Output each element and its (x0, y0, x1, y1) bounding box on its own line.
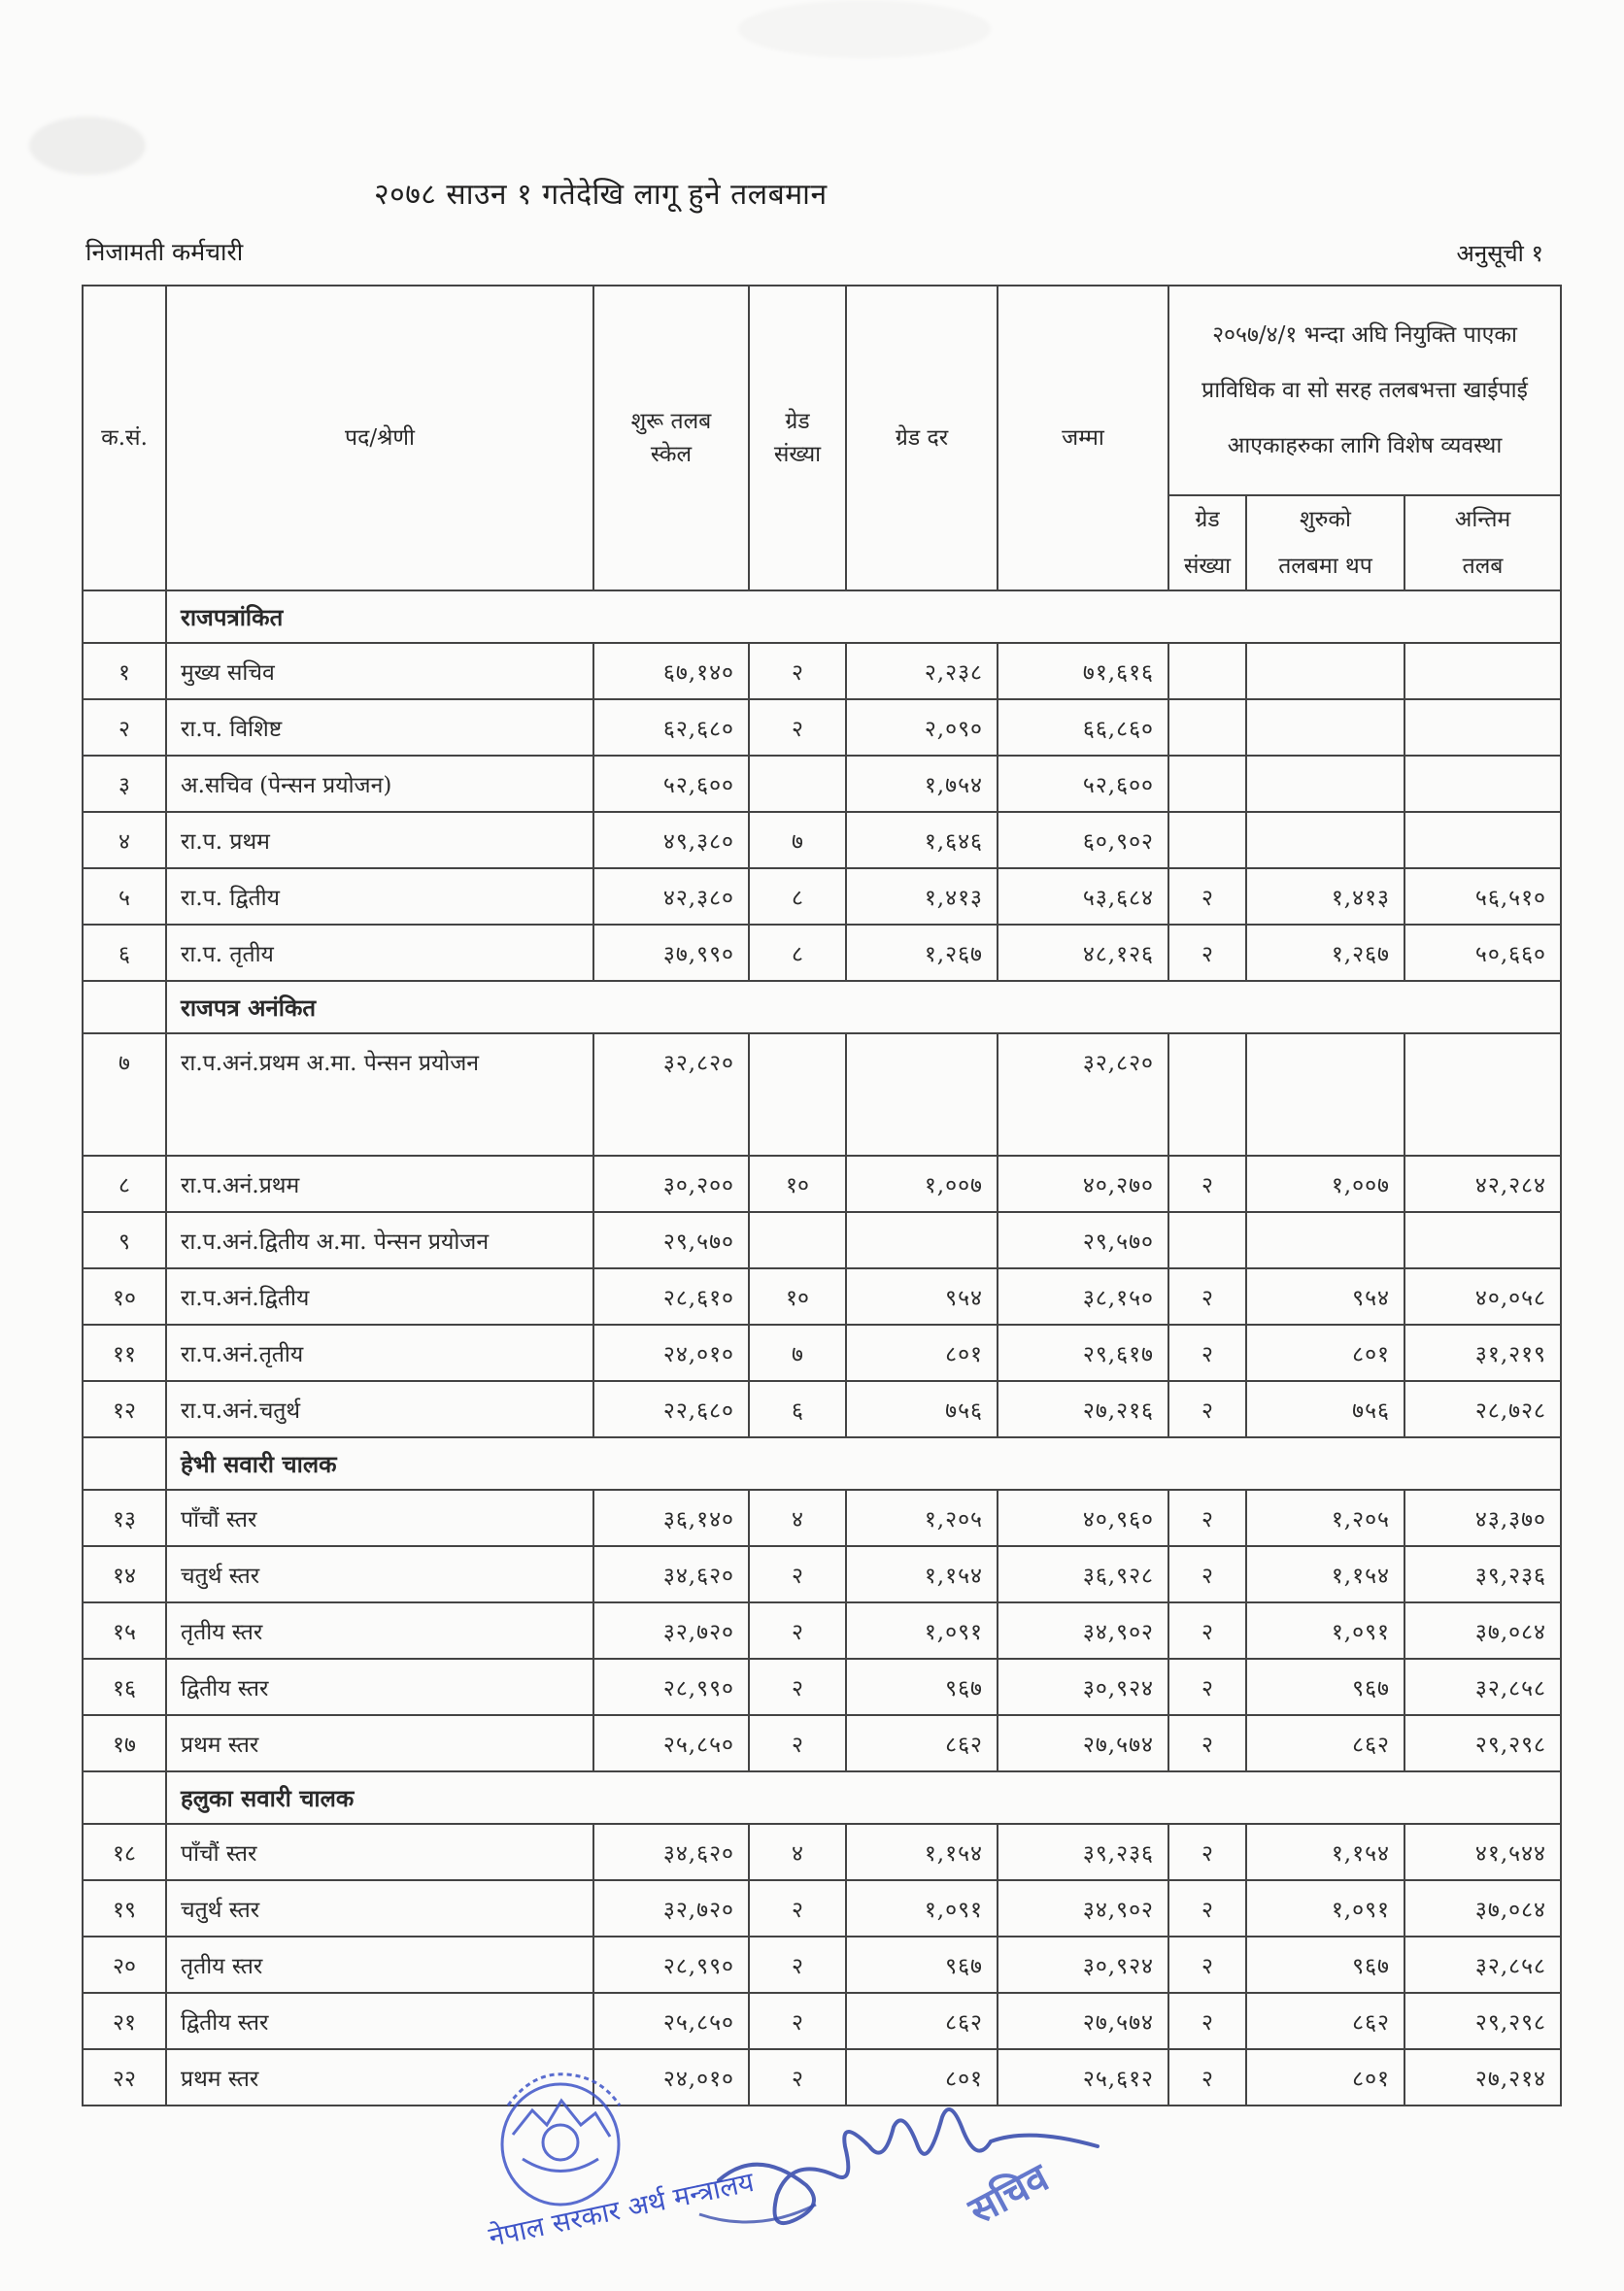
document-title: २०७८ साउन १ गतेदेखि लागू हुने तलबमान (374, 178, 828, 212)
special-addition-cell: १,००७ (1246, 1156, 1404, 1212)
post-cell: तृतीय स्तर (166, 1937, 593, 1993)
header-special-addition: शुरुको तलबमा थप (1246, 495, 1404, 590)
header-special-final: अन्तिम तलब (1404, 495, 1561, 590)
special-grade-count-cell (1168, 756, 1246, 812)
table-row (83, 1602, 1561, 1659)
special-grade-count-cell: २ (1168, 1268, 1246, 1325)
post-cell: रा.प. विशिष्ट (166, 699, 593, 756)
grade-count-cell: २ (749, 1880, 846, 1937)
table-row (83, 1268, 1561, 1325)
table-row (83, 1156, 1561, 1212)
serial-cell: १७ (83, 1715, 166, 1771)
serial-cell: ९ (83, 1212, 166, 1268)
grade-count-cell: १० (749, 1156, 846, 1212)
table-row (83, 1381, 1561, 1437)
table-row (83, 1490, 1561, 1546)
start-scale-cell: ३४,६२० (593, 1824, 749, 1880)
grade-count-cell: ७ (749, 1325, 846, 1381)
special-addition-cell: ७५६ (1246, 1381, 1404, 1437)
total-cell: ५२,६०० (998, 756, 1168, 812)
serial-cell: ११ (83, 1325, 166, 1381)
start-scale-cell: ३४,६२० (593, 1546, 749, 1602)
special-addition-cell: ८०१ (1246, 1325, 1404, 1381)
total-cell: ३०,९२४ (998, 1659, 1168, 1715)
special-addition-cell (1246, 812, 1404, 868)
serial-cell: १६ (83, 1659, 166, 1715)
start-scale-cell: २२,६८० (593, 1381, 749, 1437)
post-cell: प्रथम स्तर (166, 2049, 593, 2106)
grade-rate-cell: १,६४६ (846, 812, 998, 868)
special-grade-count-cell: २ (1168, 1602, 1246, 1659)
total-cell: २९,५७० (998, 1212, 1168, 1268)
grade-rate-cell: १,००७ (846, 1156, 998, 1212)
section-serial-cell (83, 590, 166, 643)
section-row (83, 981, 1561, 1033)
grade-rate-cell: १,२०५ (846, 1490, 998, 1546)
total-cell: ३२,८२० (998, 1033, 1168, 1156)
section-serial-cell (83, 1771, 166, 1824)
grade-rate-cell: ७५६ (846, 1381, 998, 1437)
grade-rate-cell: ८०१ (846, 2049, 998, 2106)
special-grade-count-cell (1168, 1033, 1246, 1156)
grade-rate-cell: ९५४ (846, 1268, 998, 1325)
start-scale-cell: २५,८५० (593, 1715, 749, 1771)
post-cell: रा.प. द्वितीय (166, 868, 593, 925)
stamp-text: नेपाल सरकार अर्थ मन्त्रालय (486, 2165, 758, 2254)
header-post: पद/श्रेणी (166, 286, 593, 590)
special-addition-cell: १,१५४ (1246, 1546, 1404, 1602)
grade-rate-cell: १,७५४ (846, 756, 998, 812)
special-final-cell (1404, 756, 1561, 812)
total-cell: २७,२१६ (998, 1381, 1168, 1437)
special-grade-count-cell: २ (1168, 1993, 1246, 2049)
category-heading: निजामती कर्मचारी (85, 238, 244, 266)
total-cell: ३४,९०२ (998, 1880, 1168, 1937)
special-addition-cell: १,२६७ (1246, 925, 1404, 981)
special-final-cell: ३१,२१९ (1404, 1325, 1561, 1381)
total-cell: ४८,१२६ (998, 925, 1168, 981)
table-row (83, 1824, 1561, 1880)
serial-cell: १९ (83, 1880, 166, 1937)
grade-rate-cell (846, 1212, 998, 1268)
section-serial-cell (83, 981, 166, 1033)
table-row (83, 1937, 1561, 1993)
special-addition-cell (1246, 756, 1404, 812)
table-row (83, 643, 1561, 699)
special-addition-cell: ९५४ (1246, 1268, 1404, 1325)
total-cell: २९,६१७ (998, 1325, 1168, 1381)
grade-count-cell (749, 1212, 846, 1268)
total-cell: ३८,१५० (998, 1268, 1168, 1325)
header-grade-rate: ग्रेड दर (846, 286, 998, 590)
total-cell: २७,५७४ (998, 1715, 1168, 1771)
special-addition-cell: १,०९१ (1246, 1880, 1404, 1937)
grade-count-cell: १० (749, 1268, 846, 1325)
total-cell: २५,६१२ (998, 2049, 1168, 2106)
grade-count-cell: २ (749, 1993, 846, 2049)
grade-rate-cell: २,०९० (846, 699, 998, 756)
post-cell: रा.प.अनं.प्रथम (166, 1156, 593, 1212)
grade-count-cell: ८ (749, 868, 846, 925)
start-scale-cell: २८,९९० (593, 1937, 749, 1993)
header-start-scale: शुरू तलब स्केल (593, 286, 749, 590)
special-addition-cell: १,२०५ (1246, 1490, 1404, 1546)
table-row (83, 868, 1561, 925)
section-label: राजपत्रांकित (166, 590, 1561, 643)
grade-count-cell: ६ (749, 1381, 846, 1437)
section-row (83, 1437, 1561, 1490)
grade-rate-cell: १,१५४ (846, 1824, 998, 1880)
total-cell: ६६,८६० (998, 699, 1168, 756)
start-scale-cell: ३०,२०० (593, 1156, 749, 1212)
grade-count-cell: २ (749, 699, 846, 756)
total-cell: ३६,९२८ (998, 1546, 1168, 1602)
special-final-cell: ४०,०५८ (1404, 1268, 1561, 1325)
grade-count-cell: २ (749, 1659, 846, 1715)
serial-cell: १८ (83, 1824, 166, 1880)
scan-smudge (29, 117, 146, 175)
special-addition-cell: १,४१३ (1246, 868, 1404, 925)
section-row (83, 1771, 1561, 1824)
special-grade-count-cell (1168, 812, 1246, 868)
grade-count-cell: २ (749, 1937, 846, 1993)
post-cell: रा.प.अनं.द्वितीय (166, 1268, 593, 1325)
section-label: हलुका सवारी चालक (166, 1771, 1561, 1824)
post-cell: रा.प.अनं.तृतीय (166, 1325, 593, 1381)
special-final-cell: ३९,२३६ (1404, 1546, 1561, 1602)
special-addition-cell (1246, 1033, 1404, 1156)
special-addition-cell (1246, 699, 1404, 756)
special-final-cell: २९,२९८ (1404, 1715, 1561, 1771)
total-cell: ३९,२३६ (998, 1824, 1168, 1880)
start-scale-cell: २४,०१० (593, 1325, 749, 1381)
grade-count-cell: २ (749, 1602, 846, 1659)
special-addition-cell: ८०१ (1246, 2049, 1404, 2106)
special-final-cell: २७,२१४ (1404, 2049, 1561, 2106)
post-cell: रा.प. तृतीय (166, 925, 593, 981)
special-grade-count-cell: २ (1168, 1490, 1246, 1546)
special-final-cell (1404, 1033, 1561, 1156)
grade-rate-cell: १,१५४ (846, 1546, 998, 1602)
total-cell: ४०,९६० (998, 1490, 1168, 1546)
start-scale-cell: २९,५७० (593, 1212, 749, 1268)
total-cell: ४०,२७० (998, 1156, 1168, 1212)
serial-cell: १ (83, 643, 166, 699)
grade-rate-cell: ८६२ (846, 1715, 998, 1771)
special-final-cell: ४२,२८४ (1404, 1156, 1561, 1212)
special-grade-count-cell: २ (1168, 1381, 1246, 1437)
serial-cell: २ (83, 699, 166, 756)
total-cell: ७१,६१६ (998, 643, 1168, 699)
grade-rate-cell: ९६७ (846, 1659, 998, 1715)
table-row (83, 1880, 1561, 1937)
scan-smudge (738, 0, 991, 58)
special-final-cell (1404, 812, 1561, 868)
serial-cell: ५ (83, 868, 166, 925)
special-addition-cell: १,०९१ (1246, 1602, 1404, 1659)
header-special-grade-count: ग्रेड संख्या (1168, 495, 1246, 590)
table-row (83, 812, 1561, 868)
special-addition-cell: ९६७ (1246, 1937, 1404, 1993)
post-cell: रा.प.अनं.द्वितीय अ.मा. पेन्सन प्रयोजन (166, 1212, 593, 1268)
special-grade-count-cell (1168, 1212, 1246, 1268)
special-grade-count-cell: २ (1168, 1715, 1246, 1771)
table-row (83, 1659, 1561, 1715)
table-row (83, 1033, 1561, 1156)
serial-cell: ६ (83, 925, 166, 981)
serial-cell: २० (83, 1937, 166, 1993)
grade-rate-cell: १,०९१ (846, 1880, 998, 1937)
start-scale-cell: २८,६१० (593, 1268, 749, 1325)
special-grade-count-cell: २ (1168, 925, 1246, 981)
special-addition-cell: ९६७ (1246, 1659, 1404, 1715)
section-label: हेभी सवारी चालक (166, 1437, 1561, 1490)
section-serial-cell (83, 1437, 166, 1490)
special-final-cell (1404, 699, 1561, 756)
grade-rate-cell: ९६७ (846, 1937, 998, 1993)
table-row (83, 756, 1561, 812)
post-cell: चतुर्थ स्तर (166, 1546, 593, 1602)
start-scale-cell: २४,०१० (593, 2049, 749, 2106)
serial-cell: १३ (83, 1490, 166, 1546)
special-grade-count-cell: २ (1168, 2049, 1246, 2106)
grade-count-cell: ४ (749, 1824, 846, 1880)
serial-cell: ४ (83, 812, 166, 868)
serial-cell: ८ (83, 1156, 166, 1212)
grade-count-cell: ७ (749, 812, 846, 868)
serial-cell: २१ (83, 1993, 166, 2049)
start-scale-cell: ६७,१४० (593, 643, 749, 699)
header-total: जम्मा (998, 286, 1168, 590)
schedule-label: अनुसूची १ (1456, 240, 1543, 267)
post-cell: रा.प.अनं.प्रथम अ.मा. पेन्सन प्रयोजन (166, 1033, 593, 1156)
table-row (83, 1715, 1561, 1771)
table-row (83, 1546, 1561, 1602)
start-scale-cell: ३२,८२० (593, 1033, 749, 1156)
handwritten-signature (699, 2088, 1107, 2253)
header-special-arrangement: २०५७/४/१ भन्दा अघि नियुक्ति पाएका प्राविधिक वा सो सरह तलबभत्ता खाईपाई आएकाहरुका लागि विशेष व्यवस्था (1168, 286, 1561, 495)
grade-count-cell: २ (749, 643, 846, 699)
grade-rate-cell: ८०१ (846, 1325, 998, 1381)
start-scale-cell: ३२,७२० (593, 1880, 749, 1937)
special-final-cell: ३७,०८४ (1404, 1880, 1561, 1937)
post-cell: रा.प.अनं.चतुर्थ (166, 1381, 593, 1437)
grade-count-cell: ८ (749, 925, 846, 981)
grade-rate-cell: १,२६७ (846, 925, 998, 981)
total-cell: ५३,६८४ (998, 868, 1168, 925)
table-row (83, 1325, 1561, 1381)
special-final-cell: २९,२९८ (1404, 1993, 1561, 2049)
header-grade-count: ग्रेड संख्या (749, 286, 846, 590)
special-addition-cell (1246, 1212, 1404, 1268)
start-scale-cell: ३६,१४० (593, 1490, 749, 1546)
serial-cell: २२ (83, 2049, 166, 2106)
special-final-cell: ४१,५४४ (1404, 1824, 1561, 1880)
post-cell: प्रथम स्तर (166, 1715, 593, 1771)
grade-rate-cell: १,४१३ (846, 868, 998, 925)
post-cell: द्वितीय स्तर (166, 1993, 593, 2049)
start-scale-cell: ५२,६०० (593, 756, 749, 812)
table-row (83, 1212, 1561, 1268)
salary-scale-table (82, 285, 1562, 2106)
section-label: राजपत्र अनंकित (166, 981, 1561, 1033)
start-scale-cell: ३२,७२० (593, 1602, 749, 1659)
serial-cell: १४ (83, 1546, 166, 1602)
start-scale-cell: ६२,६८० (593, 699, 749, 756)
special-grade-count-cell: २ (1168, 1824, 1246, 1880)
serial-cell: ३ (83, 756, 166, 812)
start-scale-cell: ४९,३८० (593, 812, 749, 868)
special-final-cell: ४३,३७० (1404, 1490, 1561, 1546)
start-scale-cell: २८,९९० (593, 1659, 749, 1715)
post-cell: पाँचौं स्तर (166, 1824, 593, 1880)
special-addition-cell (1246, 643, 1404, 699)
section-row (83, 590, 1561, 643)
special-grade-count-cell: २ (1168, 868, 1246, 925)
header-serial: क.सं. (83, 286, 166, 590)
grade-count-cell: ४ (749, 1490, 846, 1546)
special-final-cell: ५६,५१० (1404, 868, 1561, 925)
special-final-cell (1404, 643, 1561, 699)
table-body (83, 590, 1561, 2106)
special-grade-count-cell (1168, 643, 1246, 699)
start-scale-cell: ३७,९९० (593, 925, 749, 981)
grade-count-cell: २ (749, 2049, 846, 2106)
total-cell: ३४,९०२ (998, 1602, 1168, 1659)
table-row (83, 1993, 1561, 2049)
special-grade-count-cell: २ (1168, 1659, 1246, 1715)
total-cell: ६०,९०२ (998, 812, 1168, 868)
table-row (83, 699, 1561, 756)
grade-count-cell (749, 756, 846, 812)
special-final-cell: २८,७२८ (1404, 1381, 1561, 1437)
post-cell: द्वितीय स्तर (166, 1659, 593, 1715)
post-cell: अ.सचिव (पेन्सन प्रयोजन) (166, 756, 593, 812)
serial-cell: १२ (83, 1381, 166, 1437)
special-addition-cell: ८६२ (1246, 1993, 1404, 2049)
special-final-cell (1404, 1212, 1561, 1268)
serial-cell: ७ (83, 1033, 166, 1156)
special-final-cell: ३२,८५८ (1404, 1937, 1561, 1993)
special-grade-count-cell (1168, 699, 1246, 756)
special-grade-count-cell: २ (1168, 1325, 1246, 1381)
grade-count-cell: २ (749, 1546, 846, 1602)
grade-rate-cell: २,२३८ (846, 643, 998, 699)
special-addition-cell: ८६२ (1246, 1715, 1404, 1771)
post-cell: चतुर्थ स्तर (166, 1880, 593, 1937)
special-grade-count-cell: २ (1168, 1156, 1246, 1212)
special-grade-count-cell: २ (1168, 1937, 1246, 1993)
post-cell: मुख्य सचिव (166, 643, 593, 699)
start-scale-cell: ४२,३८० (593, 868, 749, 925)
total-cell: ३०,९२४ (998, 1937, 1168, 1993)
total-cell: २७,५७४ (998, 1993, 1168, 2049)
serial-cell: १५ (83, 1602, 166, 1659)
grade-count-cell: २ (749, 1715, 846, 1771)
special-grade-count-cell: २ (1168, 1880, 1246, 1937)
special-final-cell: ५०,६६० (1404, 925, 1561, 981)
post-cell: पाँचौं स्तर (166, 1490, 593, 1546)
special-grade-count-cell: २ (1168, 1546, 1246, 1602)
grade-count-cell (749, 1033, 846, 1156)
grade-rate-cell: १,०९१ (846, 1602, 998, 1659)
grade-rate-cell (846, 1033, 998, 1156)
post-cell: रा.प. प्रथम (166, 812, 593, 868)
special-addition-cell: १,१५४ (1246, 1824, 1404, 1880)
special-final-cell: ३२,८५८ (1404, 1659, 1561, 1715)
grade-rate-cell: ८६२ (846, 1993, 998, 2049)
post-cell: तृतीय स्तर (166, 1602, 593, 1659)
signatory-title: सचिव (962, 2155, 1057, 2234)
serial-cell: १० (83, 1268, 166, 1325)
start-scale-cell: २५,८५० (593, 1993, 749, 2049)
special-final-cell: ३७,०८४ (1404, 1602, 1561, 1659)
table-row (83, 925, 1561, 981)
